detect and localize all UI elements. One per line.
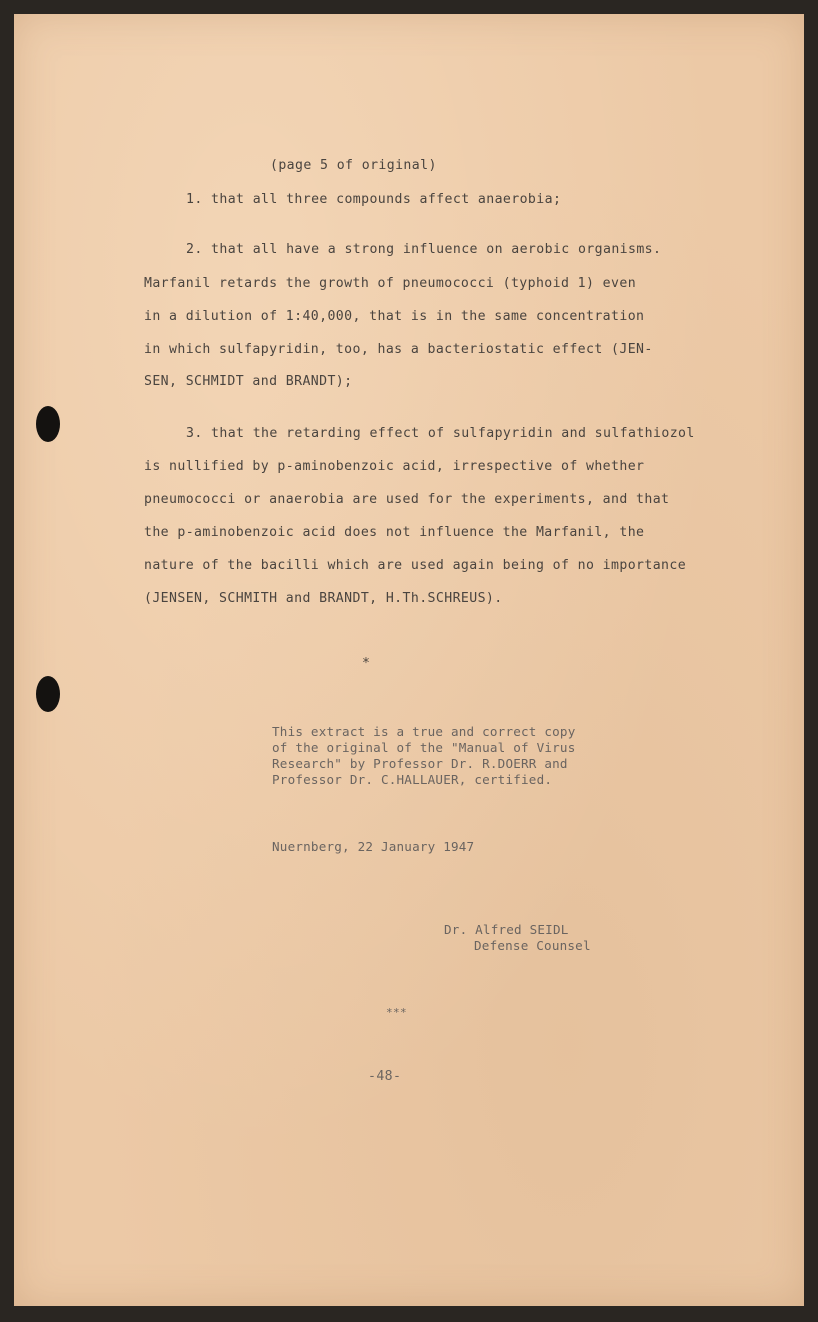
item-2-line-2: Marfanil retards the growth of pneumococci (typhoid 1) even <box>144 276 637 291</box>
item-2-line-3: in a dilution of 1:40,000, that is in the same concentration <box>144 309 645 324</box>
certification-line-3: Research" by Professor Dr. R.DOERR and <box>272 756 568 771</box>
item-3-line-6: (JENSEN, SCHMITH and BRANDT, H.Th.SCHREUS). <box>144 591 503 606</box>
signer-name: Dr. Alfred SEIDL <box>444 922 569 937</box>
certification-line-2: of the original of the "Manual of Virus <box>272 740 576 755</box>
item-2-line-5: SEN, SCHMIDT and BRANDT); <box>144 374 353 389</box>
item-2-line-1: 2. that all have a strong influence on aerobic organisms. <box>186 242 662 257</box>
item-1: 1. that all three compounds affect anaerobia; <box>186 192 562 207</box>
page-number: -48- <box>368 1069 402 1084</box>
item-3-line-4: the p-aminobenzoic acid does not influence the Marfanil, the <box>144 525 645 540</box>
document-page <box>14 14 804 1306</box>
punch-hole-bottom <box>36 676 60 712</box>
item-3-line-5: nature of the bacilli which are used again being of no importance <box>144 558 687 573</box>
item-3-line-1: 3. that the retarding effect of sulfapyridin and sulfathiozol <box>186 426 695 441</box>
item-2-line-4: in which sulfapyridin, too, has a bacteriostatic effect (JEN- <box>144 342 653 357</box>
punch-hole-top <box>36 406 60 442</box>
certification-line-1: This extract is a true and correct copy <box>272 724 576 739</box>
item-3-line-3: pneumococci or anaerobia are used for the experiments, and that <box>144 492 670 507</box>
item-3-line-2: is nullified by p-aminobenzoic acid, irrespective of whether <box>144 459 645 474</box>
page-reference: (page 5 of original) <box>270 158 437 173</box>
separator-asterisk: * <box>362 656 371 671</box>
certification-line-4: Professor Dr. C.HALLAUER, certified. <box>272 772 553 787</box>
end-mark: *** <box>386 1006 408 1019</box>
signer-title: Defense Counsel <box>474 938 591 953</box>
place-date: Nuernberg, 22 January 1947 <box>272 839 475 854</box>
